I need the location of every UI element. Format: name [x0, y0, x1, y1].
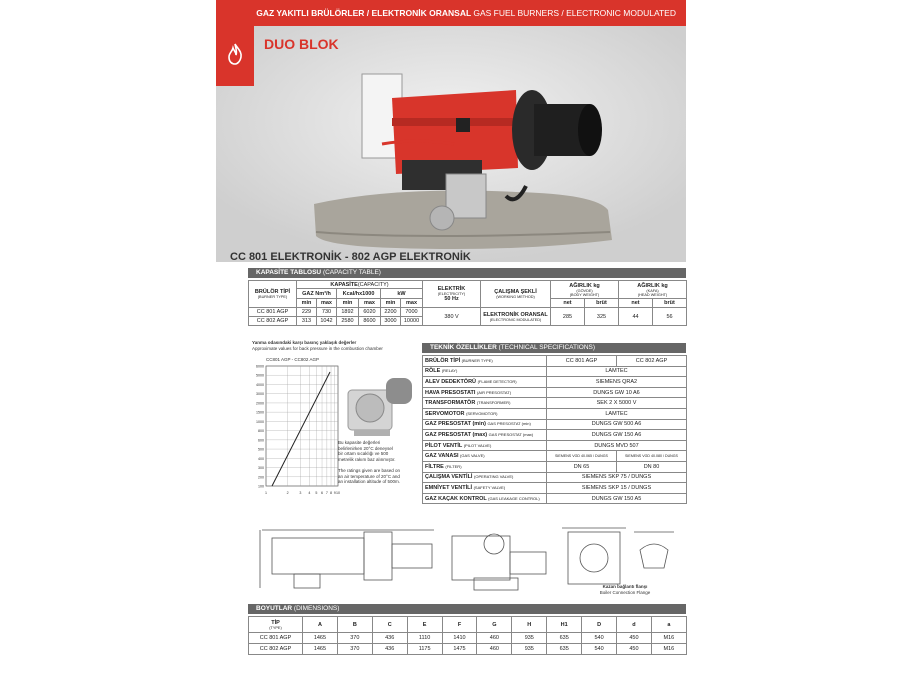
- spec-value: LAMTEC: [547, 408, 687, 419]
- brut-label: brüt: [653, 299, 687, 308]
- dim-value: 935: [512, 644, 547, 655]
- dim-type: CC 802 AGP: [249, 644, 303, 655]
- chart-legend: CC801 AGP - CC802 AGP: [266, 357, 319, 362]
- dim-value: M16: [651, 644, 686, 655]
- spec-row: [423, 483, 687, 494]
- dim-value: 1110: [407, 633, 442, 644]
- spec-value: SIEMENS SKP 15 / DUNGS: [547, 483, 687, 494]
- x-tick-label: 7: [325, 491, 328, 495]
- min-label: min: [337, 299, 359, 308]
- spec-value: CC 802 AGP: [617, 356, 687, 367]
- y-tick-label: 600: [258, 438, 264, 443]
- dim-value: 370: [337, 633, 372, 644]
- spec-value: DUNGS MVD 507: [547, 440, 687, 451]
- category-banner: [216, 0, 686, 26]
- dim-value: 1475: [442, 644, 477, 655]
- product-photo: [216, 26, 686, 262]
- dim-value: M16: [651, 633, 686, 644]
- banner-title-en: GAS FUEL BURNERS / ELECTRONIC MODULATED: [473, 8, 676, 18]
- y-tick-label: 1000: [256, 419, 264, 424]
- table-row: [249, 633, 687, 644]
- dim-value: 460: [477, 644, 512, 655]
- spec-value: DUNGS GW 150 A5: [547, 493, 687, 504]
- col-burner-type: BRÜLÖR TİPİ (BURNER TYPE): [249, 281, 297, 308]
- spec-value: SEK 2 X 5000 V: [547, 398, 687, 409]
- y-tick-label: 200: [258, 475, 264, 480]
- dim-value: 540: [582, 644, 617, 655]
- col-dim-e: E: [407, 617, 442, 633]
- col-dim-a: a: [651, 617, 686, 633]
- min-label: min: [381, 299, 401, 308]
- tech-spec-table: [422, 355, 687, 504]
- col-working-method: ÇALIŞMA ŞEKLİ (WORKING METHOD): [481, 281, 551, 308]
- y-tick-label: 500: [258, 447, 264, 452]
- product-model-title: CC 801 ELEKTRONİK - 802 AGP ELEKTRONİK: [230, 251, 471, 263]
- spec-value: CC 801 AGP: [547, 356, 617, 367]
- spec-row: [423, 472, 687, 483]
- spec-row: [423, 408, 687, 419]
- y-tick-label: 5000: [256, 373, 264, 378]
- x-tick-label: 6: [321, 491, 324, 495]
- spec-row: [423, 377, 687, 388]
- col-dim-d: d: [617, 617, 652, 633]
- spec-row: [423, 387, 687, 398]
- dim-value: 635: [547, 644, 582, 655]
- dim-value: 370: [337, 644, 372, 655]
- spec-key: ÇALIŞMA VENTİLİ (OPERATING VALVE): [423, 472, 547, 483]
- spec-row: [423, 356, 687, 367]
- max-label: max: [401, 299, 423, 308]
- spec-key: TRANSFORMATÖR (TRANSFORMER): [423, 398, 547, 409]
- spec-row: [423, 461, 687, 472]
- dim-value: 635: [547, 633, 582, 644]
- capacity-table-header: KAPASİTE TABLOSU (CAPACITY TABLE): [248, 268, 686, 278]
- spec-value: SIEMENS VGD 40.065 / DUNGS: [547, 451, 617, 462]
- spec-row: [423, 366, 687, 377]
- dim-value: 540: [582, 633, 617, 644]
- col-capacity: KAPASİTE(CAPACITY): [297, 281, 423, 289]
- spec-row: [423, 419, 687, 430]
- col-body-weight: AĞIRLIK kg (GÖVDE) (BODY WEIGHT): [551, 281, 619, 299]
- capacity-table: [248, 280, 687, 326]
- y-tick-label: 2000: [256, 401, 264, 406]
- spec-value: LAMTEC: [547, 366, 687, 377]
- back-pressure-chart: [246, 362, 342, 510]
- col-dim-h1: H1: [547, 617, 582, 633]
- dim-value: 450: [617, 633, 652, 644]
- spec-key: GAZ VANASI (GAS VALVE): [423, 451, 547, 462]
- min-label: min: [297, 299, 317, 308]
- spec-value: DUNGS GW 10 A6: [547, 387, 687, 398]
- banner-title-tr: GAZ YAKITLI BRÜLÖRLER / ELEKTRONİK ORANSAL: [256, 8, 471, 18]
- product-brand: DUO BLOK: [264, 36, 339, 52]
- spec-key: RÖLE (RELAY): [423, 366, 547, 377]
- spec-key: GAZ PRESOSTAT (min) GAS PRESOSTAT (min): [423, 419, 547, 430]
- spec-key: HAVA PRESOSTATI (AIR PRESOSTAT): [423, 387, 547, 398]
- spec-key: PİLOT VENTİL (PILOT VALVE): [423, 440, 547, 451]
- dim-value: 935: [512, 633, 547, 644]
- x-tick-label: 4: [308, 491, 311, 495]
- col-kcal: Kcal/hx1000: [337, 289, 381, 299]
- spec-row: [423, 493, 687, 504]
- spec-key: EMNİYET VENTİLİ (SAFETY VALVE): [423, 483, 547, 494]
- col-dim-h: H: [512, 617, 547, 633]
- back-pressure-curve: [272, 372, 330, 486]
- spec-value: DUNGS GW 500 A6: [547, 419, 687, 430]
- dim-value: 460: [477, 633, 512, 644]
- x-tick-label: 8: [330, 491, 333, 495]
- y-tick-label: 6000: [256, 364, 264, 369]
- max-label: max: [359, 299, 381, 308]
- spec-key: GAZ KAÇAK KONTROL (GAS LEAKAGE CONTROL): [423, 493, 547, 504]
- flame-badge: [216, 26, 254, 86]
- dim-value: 1175: [407, 644, 442, 655]
- net-label: net: [551, 299, 585, 308]
- tech-spec-header: TEKNİK ÖZELLİKLER (TECHNICAL SPECIFICATIONS): [422, 343, 686, 353]
- x-tick-label: 10: [336, 491, 340, 495]
- dim-value: 1465: [303, 633, 338, 644]
- col-gas-flow: GAZ Nm³/h: [297, 289, 337, 299]
- spec-key: BRÜLÖR TİPİ (BURNER TYPE): [423, 356, 547, 367]
- spec-row: [423, 398, 687, 409]
- spec-key: ALEV DEDEKTÖRÜ (FLAME DETECTOR): [423, 377, 547, 388]
- dim-value: 450: [617, 644, 652, 655]
- col-dim-c: C: [372, 617, 407, 633]
- dimensions-table: [248, 616, 687, 655]
- col-dim-d: D: [582, 617, 617, 633]
- chart-note-en: The ratings given are based on an air temperature of 20°C and an installation altitude of 500m.: [338, 468, 401, 485]
- col-dim-a: A: [303, 617, 338, 633]
- flange-caption: Kazan bağlantı flanşı Boiler Connection Flange: [599, 584, 651, 595]
- product-datasheet: [216, 0, 686, 675]
- col-type: TİP (TYPE): [249, 617, 303, 633]
- brut-label: brüt: [585, 299, 619, 308]
- spec-value: DN 80: [617, 461, 687, 472]
- net-label: net: [619, 299, 653, 308]
- flame-icon: [226, 43, 244, 70]
- y-tick-label: 300: [258, 466, 264, 471]
- table-row: CC 802 AGP 313 1042 2580 8600 3000 10000: [249, 317, 687, 326]
- table-row: CC 801 AGP 229 730 1892 6020 2200 7000 380 V ELEKTRONİK ORANSAL (ELECTRONIC MODULATED) 285 325 44 56: [249, 308, 687, 317]
- y-tick-label: 100: [258, 484, 264, 489]
- spec-value: DUNGS GW 150 A6: [547, 430, 687, 441]
- spec-key: GAZ PRESOSTAT (max) GAS PRESOSTAT (max): [423, 430, 547, 441]
- dim-value: 436: [372, 644, 407, 655]
- spec-value: SIEMENS QRA2: [547, 377, 687, 388]
- y-tick-label: 400: [258, 456, 264, 461]
- y-tick-label: 4000: [256, 382, 264, 387]
- col-electricity: ELEKTRİK (ELECTRICITY) 50 Hz: [423, 281, 481, 308]
- x-tick-label: 3: [299, 491, 302, 495]
- spec-row: [423, 451, 687, 462]
- dim-value: 1465: [303, 644, 338, 655]
- electric-value: 380 V: [423, 308, 481, 326]
- dimensions-header: BOYUTLAR (DIMENSIONS): [248, 604, 686, 614]
- dim-type: CC 801 AGP: [249, 633, 303, 644]
- y-tick-label: 800: [258, 429, 264, 434]
- spec-key: SERVOMOTOR (SERVOMOTOR): [423, 408, 547, 419]
- table-row: [249, 644, 687, 655]
- spec-value: SIEMENS SKP 75 / DUNGS: [547, 472, 687, 483]
- burner-illustration: [216, 26, 686, 262]
- x-tick-label: 2: [286, 491, 289, 495]
- spec-row: [423, 440, 687, 451]
- x-tick-label: 9: [333, 491, 336, 495]
- max-label: max: [317, 299, 337, 308]
- col-head-weight: AĞIRLIK kg (KAFA) (HEAD WEIGHT): [619, 281, 687, 299]
- chart-title: Yanma odasındaki karşı basınç yaklaşık değerler Approximate values for back pressure in the combustion chamber: [252, 340, 383, 351]
- x-tick-label: 1: [265, 491, 267, 495]
- y-tick-label: 3000: [256, 392, 264, 397]
- spec-value: SIEMENS VGD 40.080 / DUNGS: [617, 451, 687, 462]
- dim-value: 436: [372, 633, 407, 644]
- spec-key: FİLTRE (FILTER): [423, 461, 547, 472]
- method-value: ELEKTRONİK ORANSAL (ELECTRONIC MODULATED): [481, 308, 551, 326]
- col-dim-g: G: [477, 617, 512, 633]
- col-dim-f: F: [442, 617, 477, 633]
- spec-value: DN 65: [547, 461, 617, 472]
- spec-row: [423, 430, 687, 441]
- col-dim-b: B: [337, 617, 372, 633]
- chart-note-tr: Bu kapasite değerleri belirlenirken 20°C deneysel bir ortam sıcaklığı ve 500 metrelik rakım baz alınmıştır.: [338, 440, 396, 462]
- y-tick-label: 1500: [256, 410, 264, 415]
- fan-illustration: [344, 372, 420, 438]
- x-tick-label: 5: [315, 491, 318, 495]
- dim-value: 1410: [442, 633, 477, 644]
- col-kw: kW: [381, 289, 423, 299]
